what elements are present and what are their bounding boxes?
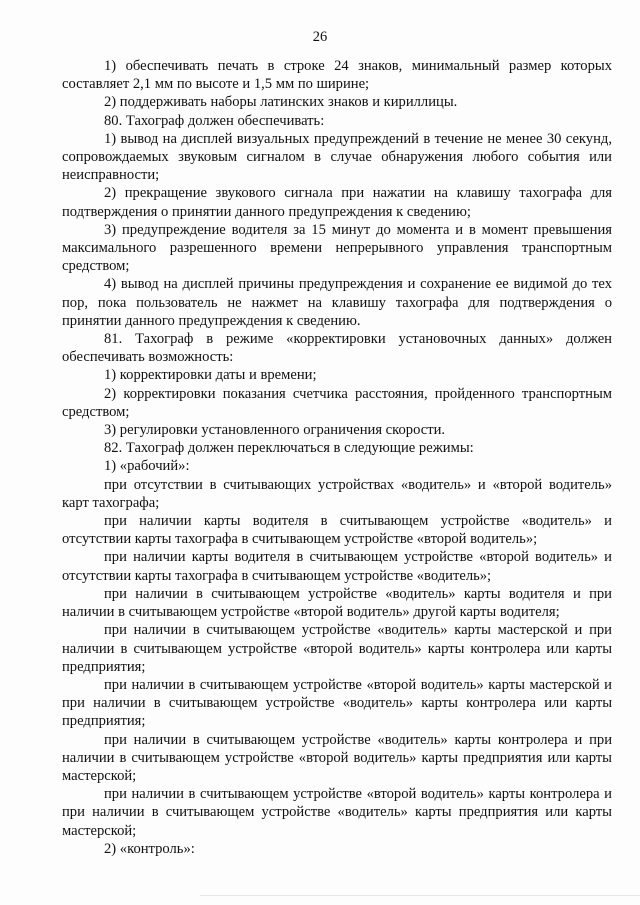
paragraph: 4) вывод на дисплей причины предупреждения и сохранение ее видимой до тех пор, пока пользователь не нажмет на клавишу тахографа для подтверждения о принятии данного предупреждения к сведению. [62,276,612,329]
page-number: 26 [312,29,328,45]
paragraph: 1) корректировки даты и времени; [104,367,317,384]
document-body [62,57,612,858]
paragraph: 1) вывод на дисплей визуальных предупреждений в течение не менее 30 секунд, сопровождаемых звуковым сигналом в случае обнаружения любого события или неисправности; [62,130,612,184]
paragraph: 2) поддерживать наборы латинских знаков и кириллицы. [104,94,458,111]
paragraph: при наличии в считывающем устройстве «водитель» карты мастерской и при наличии в считывающем устройстве «второй водитель» карты контролера или карты предприятия; [62,622,612,675]
paragraph: при наличии карты водителя в считывающем устройстве «второй водитель» и отсутствии карты тахографа в считывающем устройстве «водитель»; [62,549,612,584]
paragraph: 1) «рабочий»: [104,458,190,475]
paragraph: при отсутствии в считывающих устройствах «водитель» и «второй водитель» карт тахографа; [62,476,612,511]
paragraph: 2) «контроль»: [104,840,195,857]
paragraph: 1) обеспечивать печать в строке 24 знаков, минимальный размер которых составляет 2,1 мм по высоте и 1,5 мм по ширине; [62,58,612,93]
paragraph: 3) регулировки установленного ограничения скорости. [104,422,446,439]
paragraph: при наличии карты водителя в считывающем устройстве «водитель» и отсутствии карты тахографа в считывающем устройстве «второй водитель»; [62,513,612,548]
bottom-divider [200,895,640,896]
paragraph: при наличии в считывающем устройстве «второй водитель» карты контролера и при наличии в считывающем устройстве «водитель» карты предприятия или карты мастерской; [62,786,612,839]
section-heading-81: 81. Тахограф в режиме «корректировки установочных данных» должен обеспечивать возможность: [62,331,612,366]
paragraph: при наличии в считывающем устройстве «водитель» карты водителя и при наличии в считывающем устройстве «второй водитель» другой карты водителя; [62,585,612,621]
paragraph: 3) предупреждение водителя за 15 минут до момента и в момент превышения максимального разрешенного времени непрерывного управления транспортным средством; [62,221,612,275]
section-heading-80: 80. Тахограф должен обеспечивать: [104,112,325,129]
paragraph: при наличии в считывающем устройстве «водитель» карты контролера и при наличии в считывающем устройстве «второй водитель» карты предприятия или карты мастерской; [62,731,612,784]
section-heading-82: 82. Тахограф должен переключаться в следующие режимы: [104,440,474,457]
paragraph: 2) прекращение звукового сигнала при нажатии на клавишу тахографа для подтверждения о принятии данного предупреждения к сведению; [62,185,612,220]
paragraph: при наличии в считывающем устройстве «второй водитель» карты мастерской и при наличии в считывающем устройстве «водитель» карты контролера или карты предприятия; [62,676,612,730]
paragraph: 2) корректировки показания счетчика расстояния, пройденного транспортным средством; [62,385,612,420]
